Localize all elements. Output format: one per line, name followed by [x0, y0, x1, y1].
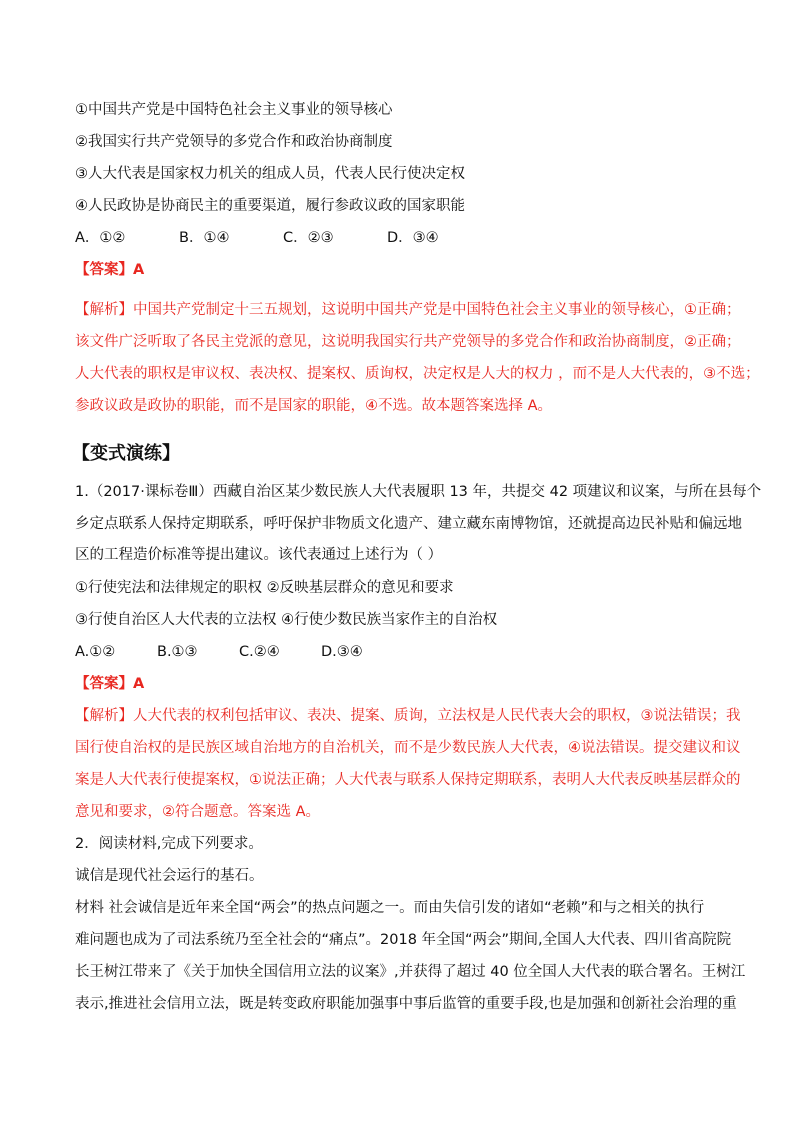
statement-4: ④人民政协是协商民主的重要渠道，履行参政议政的国家职能 — [75, 198, 465, 214]
q3-material-line-4: 表示,推进社会信用立法，既是转变政府职能加强事中事后监管的重要手段,也是加强和创新社会治理的重 — [75, 996, 737, 1012]
q3-stem: 2．阅读材料,完成下列要求。 — [75, 836, 263, 852]
q1-analysis-line-1: 【解析】中国共产党制定十三五规划，这说明中国共产党是中国特色社会主义事业的领导核心，①正确； — [75, 302, 741, 318]
section-title: 【变式演练】 — [72, 443, 180, 464]
q3-material-line-2: 难问题也成为了司法系统乃至全社会的“痛点”。2018 年全国“两会”期间,全国人大代表、四川省高院院 — [75, 932, 732, 948]
choice-c: C.②④ — [239, 644, 280, 660]
choice-c: C．②③ — [283, 230, 334, 246]
statement-3: ③人大代表是国家权力机关的组成人员，代表人民行使决定权 — [75, 166, 465, 182]
q2-analysis-line-4: 意见和要求，②符合题意。答案选 A。 — [75, 804, 321, 820]
q2-stem-line-1: 1.（2017·课标卷Ⅲ）西藏自治区某少数民族人大代表履职 13 年，共提交 42 项建议和议案，与所在县每个 — [75, 484, 762, 500]
q1-analysis-line-2: 该文件广泛听取了各民主党派的意见，这说明我国实行共产党领导的多党合作和政治协商制度，②正确； — [75, 334, 741, 350]
q3-intro: 诚信是现代社会运行的基石。 — [75, 868, 264, 884]
q2-statements-row-1: ①行使宪法和法律规定的职权 ②反映基层群众的意见和要求 — [75, 580, 454, 596]
q2-choices — [75, 642, 735, 662]
q2-analysis-line-2: 国行使自治权的是民族区域自治地方的自治机关，而不是少数民族人大代表，④说法错误。提交建议和议 — [75, 740, 741, 756]
choice-a: A.①② — [75, 644, 116, 660]
choice-d: D．③④ — [387, 230, 439, 246]
q3-material-line-1: 材料 社会诚信是近年来全国“两会”的热点问题之一。而由失信引发的诸如“老赖”和与之相关的执行 — [75, 900, 705, 916]
statement-2: ②我国实行共产党领导的多党合作和政治协商制度 — [75, 134, 393, 150]
q2-statements-row-2: ③行使自治区人大代表的立法权 ④行使少数民族当家作主的自治权 — [75, 612, 498, 628]
choice-d: D.③④ — [321, 644, 363, 660]
statement-1: ①中国共产党是中国特色社会主义事业的领导核心 — [75, 102, 393, 118]
q2-stem-line-3: 区的工程造价标准等提出建议。该代表通过上述行为（ ） — [75, 547, 443, 563]
q1-analysis-line-3: 人大代表的职权是审议权、表决权、提案权、质询权，决定权是人大的权力 ，而不是人大代表的，③不选； — [75, 366, 760, 382]
q1-analysis-line-4: 参政议政是政协的职能，而不是国家的职能，④不选。故本题答案选择 A。 — [75, 398, 553, 414]
choice-b: B.①③ — [157, 644, 198, 660]
choice-b: B．①④ — [179, 230, 230, 246]
q3-material-line-3: 长王树江带来了《关于加快全国信用立法的议案》,并获得了超过 40 位全国人大代表的联合署名。王树江 — [75, 964, 746, 980]
q2-stem-line-2: 乡定点联系人保持定期联系，呼吁保护非物质文化遗产、建立藏东南博物馆，还就提高边民补贴和偏远地 — [75, 516, 742, 532]
choice-a: A．①② — [75, 230, 126, 246]
q1-answer: 【答案】A — [75, 262, 145, 278]
q2-analysis-line-1: 【解析】人大代表的权利包括审议、表决、提案、质询，立法权是人民代表大会的职权，③说法错误；我 — [75, 708, 741, 724]
q1-choices — [75, 228, 735, 248]
q2-analysis-line-3: 案是人大代表行使提案权，①说法正确；人大代表与联系人保持定期联系，表明人大代表反映基层群众的 — [75, 772, 741, 788]
q2-answer: 【答案】A — [75, 676, 145, 692]
